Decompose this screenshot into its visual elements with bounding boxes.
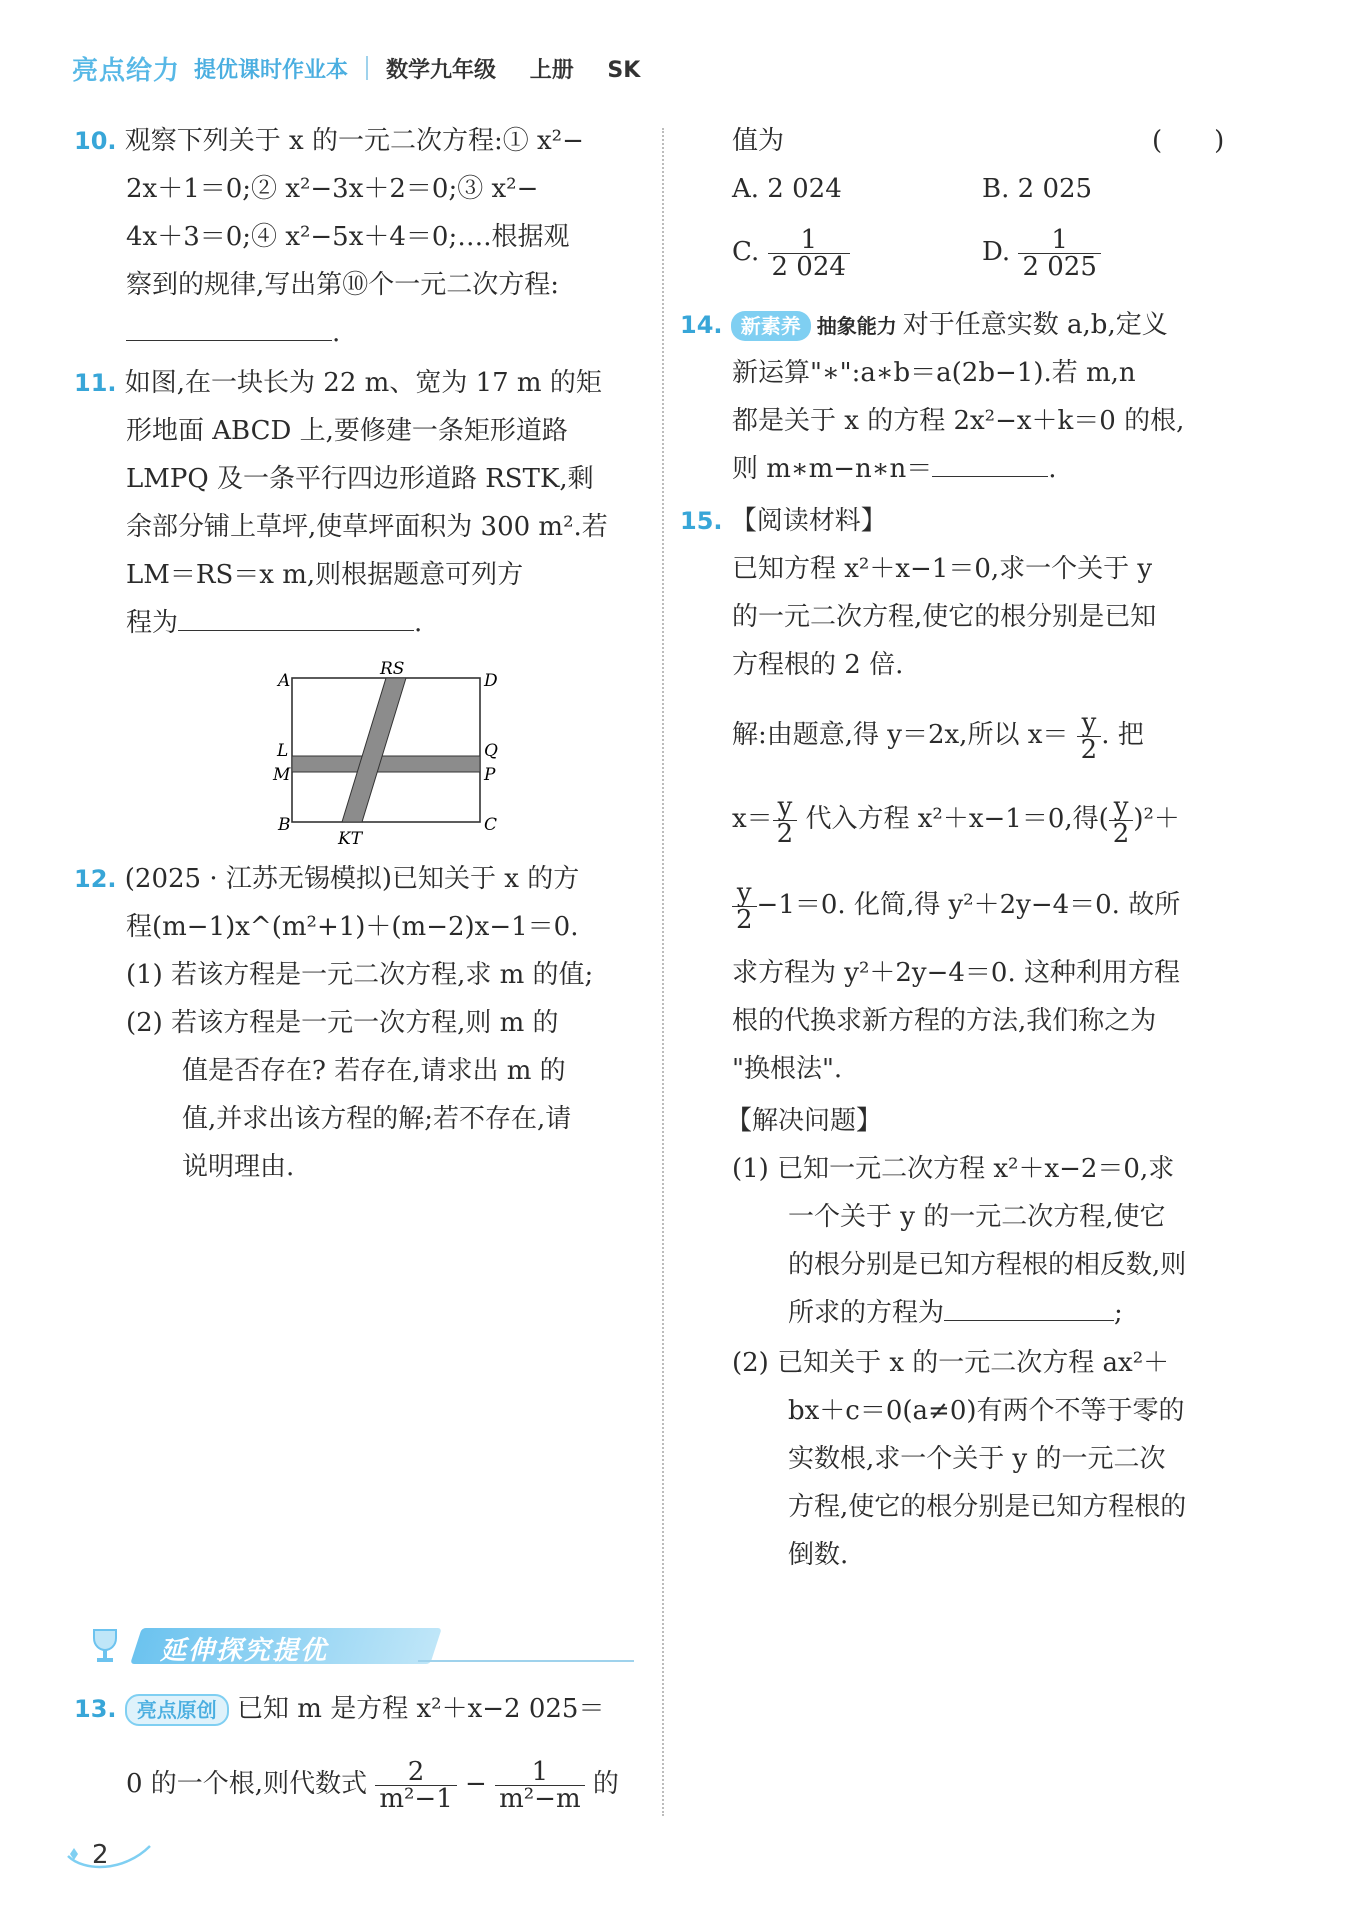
q13-text: 的 <box>592 1769 619 1799</box>
option-b[interactable]: B. 2 025 <box>982 174 1093 204</box>
label-l: L <box>277 741 289 761</box>
q15-part2-line1: (2) 已知关于 x 的一元二次方程 ax²＋ <box>732 1348 1170 1378</box>
solve-heading: 【解决问题】 <box>726 1106 883 1136</box>
answer-blank[interactable] <box>932 454 1048 477</box>
denominator: 2 <box>1112 818 1130 849</box>
reading-heading: 【阅读材料】 <box>730 506 887 536</box>
denominator: m²−1 <box>379 1783 453 1814</box>
q15-solution-2 <box>732 790 1180 848</box>
q13-line2 <box>126 1752 619 1816</box>
q15-part1-line4 <box>788 1296 1123 1330</box>
q14-text: 则 m∗m−n∗n＝ <box>732 454 933 484</box>
fraction-2 <box>495 1756 585 1814</box>
q15-line1 <box>680 504 887 538</box>
numerator: y <box>773 794 798 821</box>
option-a[interactable]: A. 2 024 <box>732 174 842 204</box>
q10-line1 <box>74 124 584 158</box>
rectangle-road-figure <box>268 660 508 850</box>
numerator: y <box>1109 794 1134 821</box>
q15-part1-line3: 的根分别是已知方程根的相反数,则 <box>788 1250 1187 1280</box>
subject: 数学九年级 <box>386 57 497 83</box>
page-number-swoosh <box>64 1832 154 1872</box>
option-label: C. <box>732 237 760 267</box>
fraction <box>1018 224 1100 282</box>
q13-line1 <box>74 1692 604 1726</box>
q15-material-3: 方程根的 2 倍. <box>732 650 904 680</box>
q15-part2-line2: bx＋c＝0(a≠0)有两个不等于零的 <box>788 1396 1185 1426</box>
numerator: 2 <box>375 1759 456 1786</box>
q15-solution-1 <box>732 706 1144 764</box>
q14-line2: 新运算"∗":a∗b＝a(2b−1).若 m,n <box>732 358 1136 388</box>
q14-period: . <box>1048 454 1057 484</box>
q14-line1 <box>680 308 1168 343</box>
q13-text: 已知 m 是方程 x²＋x−2 025＝ <box>237 1694 605 1724</box>
brand-name: 亮点给力 <box>72 55 181 86</box>
solution-text: x＝ <box>732 804 773 834</box>
numerator: y <box>1077 710 1102 737</box>
denominator: 2 025 <box>1022 251 1097 282</box>
q15-part2-line3: 实数根,求一个关于 y 的一元二次 <box>788 1444 1166 1474</box>
q11-text: 程为 <box>126 608 179 638</box>
option-d[interactable] <box>982 222 1101 282</box>
q11-text: 如图,在一块长为 22 m、宽为 17 m 的矩 <box>124 368 602 398</box>
label-rs: RS <box>380 660 405 679</box>
q12-part2-line3: 值,并求出该方程的解;若不存在,请 <box>182 1104 572 1134</box>
q11-line2: 形地面 ABCD 上,要修建一条矩形道路 <box>126 416 568 446</box>
book-info <box>386 53 666 84</box>
section-rule <box>418 1660 634 1662</box>
numerator: 1 <box>768 227 850 254</box>
fraction <box>768 224 850 282</box>
q14-line4 <box>732 452 1056 486</box>
solution-text: )²＋ <box>1133 804 1180 834</box>
q10-period: . <box>332 318 341 348</box>
minus-sign: − <box>465 1769 487 1799</box>
solution-text: 代入方程 x²＋x−1＝0,得( <box>797 804 1109 834</box>
denominator: 2 <box>1080 734 1098 765</box>
label-b: B <box>278 815 291 835</box>
question-number: 13. <box>74 1695 117 1723</box>
label-kt: KT <box>338 829 363 849</box>
numerator: y <box>732 880 757 907</box>
q10-line5 <box>126 316 340 350</box>
original-tag: 亮点原创 <box>125 1694 229 1726</box>
q15-material-2: 的一元二次方程,使它的根分别是已知 <box>732 602 1157 632</box>
q14-line3: 都是关于 x 的方程 2x²−x＋k＝0 的根, <box>732 406 1185 436</box>
q13-cont: 值为 <box>732 126 785 156</box>
q15-part1-line2: 一个关于 y 的一元二次方程,使它 <box>788 1202 1166 1232</box>
q15-solution-6: "换根法". <box>732 1054 843 1084</box>
numerator: 1 <box>1018 227 1100 254</box>
header-divider <box>366 56 368 80</box>
q15-part1-line1: (1) 已知一元二次方程 x²＋x−2＝0,求 <box>732 1154 1175 1184</box>
q10-text: 观察下列关于 x 的一元二次方程:① x²− <box>124 126 584 156</box>
label-d: D <box>484 671 498 691</box>
q15-solution-3 <box>732 876 1180 934</box>
solution-text: . 把 <box>1101 720 1144 750</box>
q12-part2-line1: (2) 若该方程是一元一次方程,则 m 的 <box>126 1008 559 1038</box>
edition: SK <box>607 57 641 83</box>
road-lmpq <box>292 756 480 772</box>
solution-text: 解:由题意,得 y＝2x,所以 x＝ <box>732 720 1069 750</box>
denominator: 2 <box>776 818 794 849</box>
question-number: 10. <box>74 127 117 155</box>
q15-solution-4: 求方程为 y²＋2y−4＝0. 这种利用方程 <box>732 958 1181 988</box>
q11-period: . <box>414 608 423 638</box>
q11-line4: 余部分铺上草坪,使草坪面积为 300 m².若 <box>126 512 608 542</box>
q15-material-1: 已知方程 x²＋x−1＝0,求一个关于 y <box>732 554 1153 584</box>
q12-part2-line2: 值是否存在? 若存在,请求出 m 的 <box>182 1056 566 1086</box>
question-number: 12. <box>74 865 117 893</box>
fraction <box>773 791 798 849</box>
q12-text: (2025 · 江苏无锡模拟)已知关于 x 的方 <box>124 864 580 894</box>
q12-part2-line4: 说明理由. <box>182 1152 295 1182</box>
q12-line2: 程(m−1)x^(m²+1)＋(m−2)x−1＝0. <box>126 912 579 942</box>
new-literacy-tag: 新素养 <box>731 311 811 341</box>
answer-blank[interactable] <box>178 608 414 631</box>
q11-line5: LM＝RS＝x m,则根据题意可列方 <box>126 560 524 590</box>
question-number: 14. <box>680 311 723 339</box>
q10-line3: 4x＋3＝0;④ x²−5x＋4＝0;….根据观 <box>126 222 570 252</box>
q10-line2: 2x＋1＝0;② x²−3x＋2＝0;③ x²− <box>126 174 539 204</box>
q15-solution-5: 根的代换求新方程的方法,我们称之为 <box>732 1006 1157 1036</box>
page-number: 2 <box>92 1840 109 1870</box>
column-divider <box>662 128 664 1816</box>
label-m: M <box>273 765 291 785</box>
denominator: 2 <box>736 904 753 935</box>
answer-blank[interactable] <box>944 1298 1114 1321</box>
answer-blank[interactable] <box>126 318 332 341</box>
numerator: 1 <box>495 1759 585 1786</box>
q10-line4: 察到的规律,写出第⑩个一元二次方程: <box>126 270 560 300</box>
trophy-icon <box>88 1626 122 1666</box>
label-p: P <box>484 765 496 785</box>
label-a: A <box>278 671 291 691</box>
q15-semicolon: ; <box>1114 1298 1123 1328</box>
question-number: 11. <box>74 369 117 397</box>
section-heading <box>88 1620 634 1668</box>
section-title: 延伸探究提优 <box>160 1636 329 1666</box>
denominator: 2 024 <box>771 251 846 282</box>
option-label: D. <box>982 237 1011 267</box>
q15-part2-line5: 倒数. <box>788 1540 849 1570</box>
answer-paren[interactable]: ( ) <box>1152 126 1225 156</box>
ability-label: 抽象能力 <box>816 314 897 338</box>
fraction <box>732 877 757 935</box>
solution-text: −1＝0. 化简,得 y²＋2y−4＝0. 故所 <box>756 890 1181 920</box>
denominator: m²−m <box>499 1783 581 1814</box>
q11-line6 <box>126 606 422 640</box>
fraction <box>1109 791 1134 849</box>
q15-part2-line4: 方程,使它的根分别是已知方程根的 <box>788 1492 1187 1522</box>
label-q: Q <box>484 741 498 761</box>
q14-text: 对于任意实数 a,b,定义 <box>902 310 1168 340</box>
q15-text: 所求的方程为 <box>788 1298 945 1328</box>
fraction <box>1077 707 1102 765</box>
q11-line1 <box>74 366 602 400</box>
q11-line3: LMPQ 及一条平行四边形道路 RSTK,剩 <box>126 464 594 494</box>
q12-part1: (1) 若该方程是一元二次方程,求 m 的值; <box>126 960 594 990</box>
page-header <box>72 48 666 88</box>
q12-line1 <box>74 862 579 896</box>
question-number: 15. <box>680 507 723 535</box>
fraction-1 <box>375 1756 456 1814</box>
label-c: C <box>484 815 498 835</box>
series-name: 提优课时作业本 <box>194 57 349 83</box>
q13-text: 0 的一个根,则代数式 <box>126 1769 368 1799</box>
option-c[interactable] <box>732 222 850 282</box>
volume: 上册 <box>529 57 574 83</box>
